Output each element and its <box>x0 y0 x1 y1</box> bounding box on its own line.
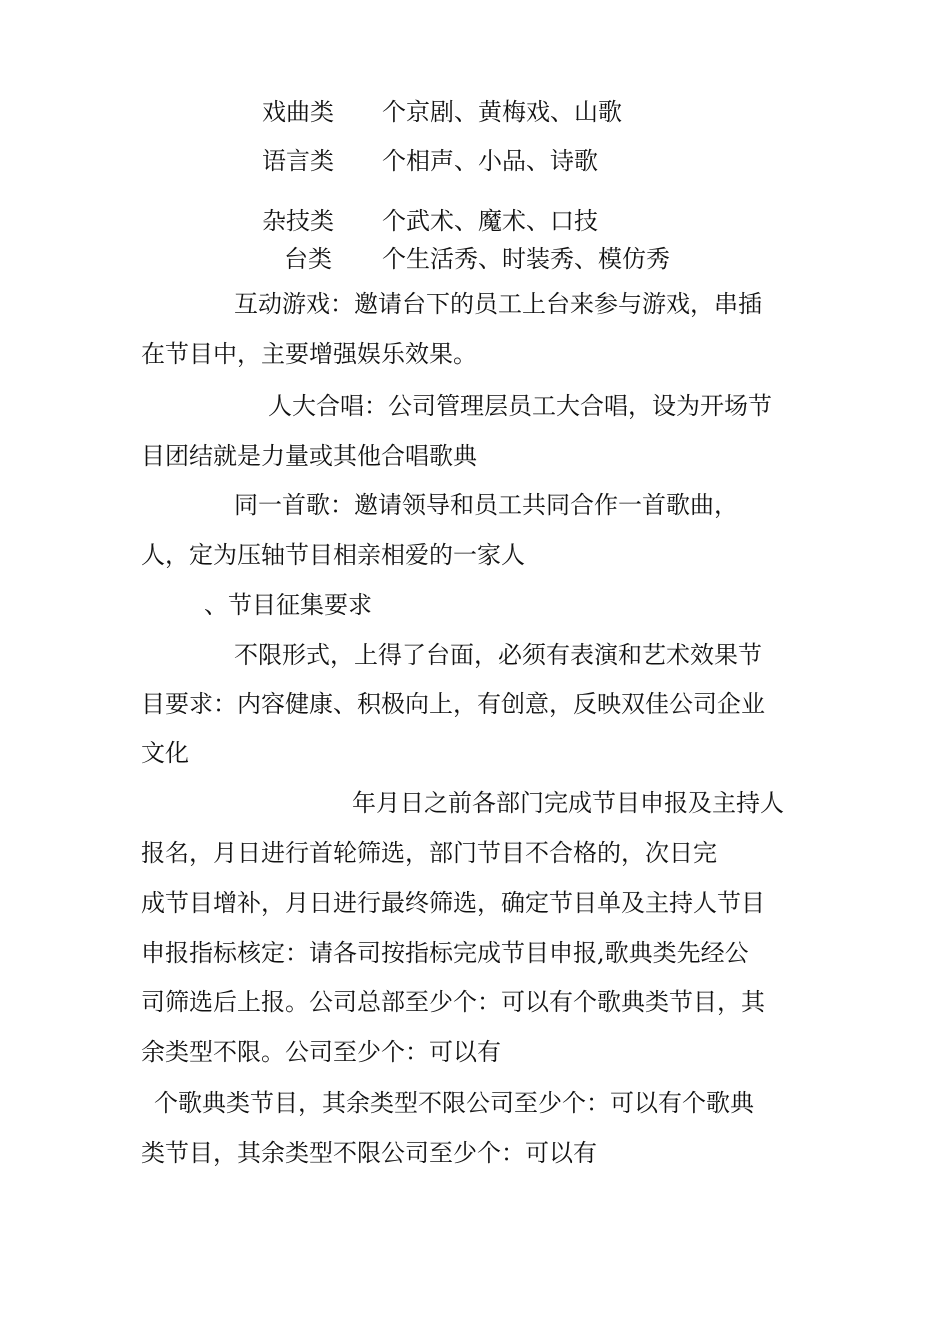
text-line: 目团结就是力量或其他合唱歌典 <box>141 442 477 470</box>
category-items-acrobatics: 个武术、魔术、口技 <box>382 207 598 235</box>
text-line: 互动游戏：邀请台下的员工上台来参与游戏，串插 <box>234 290 762 318</box>
category-items-language: 个相声、小品、诗歌 <box>382 147 598 175</box>
category-name-stage: 台类 <box>284 245 332 273</box>
text-line: 在节目中，主要增强娱乐效果。 <box>141 340 477 368</box>
text-line: 不限形式，上得了台面，必须有表演和艺术效果节 <box>234 641 762 669</box>
text-line: 同一首歌：邀请领导和员工共同合作一首歌曲， <box>234 491 738 519</box>
section-heading: 、节目征集要求 <box>204 591 372 619</box>
text-line: 个歌典类节目，其余类型不限公司至少个：可以有个歌典 <box>154 1089 754 1117</box>
category-name-language: 语言类 <box>262 147 334 175</box>
text-line: 年月日之前各部门完成节目申报及主持人 <box>352 789 784 817</box>
text-line: 申报指标核定：请各司按指标完成节目申报,歌典类先经公 <box>141 939 749 967</box>
text-line: 司筛选后上报。公司总部至少个：可以有个歌典类节目，其 <box>141 988 765 1016</box>
category-name-opera: 戏曲类 <box>262 98 334 126</box>
category-items-stage: 个生活秀、时装秀、模仿秀 <box>382 245 670 273</box>
category-name-acrobatics: 杂技类 <box>262 207 334 235</box>
text-line: 类节目，其余类型不限公司至少个：可以有 <box>141 1139 597 1167</box>
text-line: 人大合唱：公司管理层员工大合唱，设为开场节 <box>268 392 772 420</box>
text-line: 成节目增补，月日进行最终筛选，确定节目单及主持人节目 <box>141 889 765 917</box>
text-line: 目要求：内容健康、积极向上，有创意，反映双佳公司企业 <box>141 690 765 718</box>
text-line: 文化 <box>141 739 189 767</box>
text-line: 报名，月日进行首轮筛选，部门节目不合格的，次日完 <box>141 839 717 867</box>
text-line: 人，定为压轴节目相亲相爱的一家人 <box>141 541 525 569</box>
text-line: 余类型不限。公司至少个：可以有 <box>141 1038 501 1066</box>
category-items-opera: 个京剧、黄梅戏、山歌 <box>382 98 622 126</box>
